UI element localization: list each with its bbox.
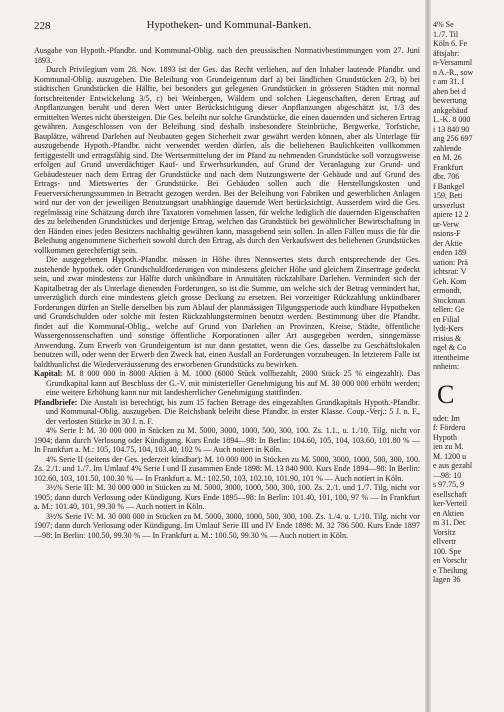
paragraph-text: Die ausgegebenen Hypoth.-Pfandbr. müssen in Höhe ihres Nennwertes stets durch entsprechende der Ges. zustehende hypothek. oder Grundschuldforderungen von mindestens gleicher Höhe und gleichem Zinsertrage gedeckt sein, und zwar mindestens zur Hälfte durch unkündbare in Annuitäten rückzahlbare Darlehen. Vermindert sich der Kapitalbetrag der als Unterlage dienenden Forderungen, so ist die Summe, um welche sich der Betrag vermindert hat, unverzüglich durch eine mindestens gleich grosse Deckung zu ersetzen. Bei vorzeitiger Rückzahlung unkündbarer Forderungen dürfen an Stelle derselben bis zum Ablauf der planmässigen Tilgungsperiode auch kündbare Hypotheken und Grundschulden oder solche mit festen Rückzahlungsterminen benutzt werden. Bestimmung über die Pfandbr. findet auf die Kommunal-Oblig., welche auf Grund von Darlehen an Provinzen, Kreise, Städte, öffentliche Wassergenossenschaften und sonstige öffentliche Korporationen aller Art ausgegeben werden, sinngemässe Anwendung. Zum Erwerb von Grundeigentum ist nur dann gestattet, wenn die Ges. dasselbe zu Geschäftslokalen benutzen will, oder wenn der Erwerb den Zweck hat, einen Ausfall an Forderungen vorzubeugen. In letzterem Falle ist baldthunlichst die Wiederveräusserung des erworbenen Grundstücks zu bewirken. (34, 255, 420, 369)
edge-text-fragment: nsions-F (433, 229, 461, 238)
edge-text-fragment: Frankfurt (433, 162, 464, 172)
edge-text-fragment: e aus gezahl (433, 461, 473, 470)
paragraph-text: 4% Serie II (seitens der Ges. jederzeit kündbar): M. 10 000 000 in Stücken zu M. 5000, 3000, 1000, 500, 300, 100. Zs. 2./1. und 1./7. Im Umlauf 4% Serie I und II zusammen Ende 1898: M. 13 840 900. Kurs Ende 1894—98: In Berlin: 102.60, 103, 101.50, 100.30 % — In Frankfurt a. M.: 102.50, 103, 102.10, 101.90, 101 % — Auch notiert in Köln. (34, 454, 420, 483)
paragraph (34, 255, 420, 369)
edge-text-fragment: äftsjahr: (433, 48, 460, 58)
main-text-column (34, 46, 420, 696)
edge-text-fragment: ermondt, (433, 286, 462, 295)
edge-text-fragment: M. 1200 u (433, 451, 467, 461)
edge-text-fragment: 159, Beti (433, 191, 463, 200)
edge-text-fragment: dbr. 706 (433, 172, 460, 181)
paragraph (34, 369, 420, 398)
edge-text-fragment: ang 256 697 (433, 134, 473, 143)
paragraph-text: 3½% Serie III: M. 30 000 000 in Stücken zu M. 5000, 3000, 1000, 500, 300, 100. Zs. 2./1. und 1./7. Tilg. nicht vor 1905; dann durch Verlosung oder Kündigung. Kurs Ende 1895—98: In Berlin: 101.40, 101, 100, 97 % — In Frankfurt a. M.: 101.40, 101, 99.30 % — Auch notiert in Köln. (34, 483, 420, 511)
edge-text-fragment: lagen 36 (433, 575, 461, 584)
edge-text-fragment: r am 31. I (433, 77, 465, 86)
edge-text-fragment: s 97.75, 9 (433, 480, 465, 489)
edge-text-fragment: ursverlust (433, 200, 465, 210)
edge-text-fragment: 100. Spe (433, 546, 461, 556)
edge-text-fragment: tellen: Ge (433, 305, 465, 314)
edge-text-fragment: ittentheime (433, 352, 469, 362)
edge-text-fragment: ngel & Co (433, 343, 467, 352)
edge-text-fragment: ndet: Im (433, 413, 460, 423)
edge-text-fragment: bewertung (433, 96, 467, 105)
edge-text-fragment: enden 189 (433, 248, 467, 257)
paragraph (34, 65, 420, 255)
edge-text-fragment: en M. 26 (433, 153, 462, 162)
paragraph-text: Durch Privilegium vom 28. Nov. 1893 ist der Ges. das Recht verliehen, auf den Inhaber lautende Pfandbr. und Kommunal-Oblig. auszugeben. Die Beleihung von Grundeigentum darf a) bei ländlichen Grundstücken 2/3, b) bei städtischen Grundstücken die Hälfte, bei besonders gut gelegenen Grundstücken in grösseren Städten mit normal fortschreitender Entwickelung 3/5, c) bei Weinbergen, Wäldern und solchen Liegenschaften, deren Ertrag auf Anpflanzungen beruht und deren Wert unter Berücksichtigung dieser Anpflanzungen abgeschätzt ist, 1/3 des ermittelten Wertes nicht übersteigen. Die Ges. beleiht nur solche Grundstücke, die einen dauernden und sicheren Ertrag gewähren. Ausgeschlossen von der Beleihung sind deshalb insbesondere Steinbrüche, Bergwerke, Torfstiche, Bauplätze, während Darlehen auf Neubauten gegen Sicherheit zwar gewährt werden können, aber als Unterlage für auszugebende Hypoth.-Pfandbr. nicht verwendet werden dürfen, als die beliehenen Baulichkeiten vollkommen fertiggestellt und ertragsfähig sind. Die Wertsermittelung der im Pfand zu nehmenden Grundstücke soll vorzugsweise erfolgen auf Grund unverdächtiger Kauf- und Erwerbsurkunden, auf Grund der Veranlagung zur Grund- und Gebäudesteuer nach dem Ertrag der Grundstücke und nach dem Nutzungswerte der Gebäude und auf Grund des Ertrags- und Mietswertes der Grundstücke. Bei Gebäuden sollen auch die Herstellungskosten und Feuerversicherungssummen in Betracht gezogen werden. Bei der Beleihung von Fabriken und gewerblichen Anlagen wird nur der von der jeweiligen Benutzungsart unabhängige dauernde Wert berücksichtigt. Ausserdem wird die Ges. regelmässig eine Schätzung durch ihre Taxatoren vornehmen lassen, für welche lediglich die dauernden Eigenschaften des zu beleihenden Grundstückes und derjenige Ertrag, welchen das Grundstück bei gewöhnlicher Bewirtschaftung in den Händen eines jeden Besitzers nachhaltig gewähren kann, massgebend sein sollen. In allen Fällen muss die für die Beleihung angenommene Sicherheit sowohl durch den Ertrag, als durch den Verkaufswert des beliehenen Grundstückes vollkommen gerechtfertigt sein. (34, 65, 420, 255)
paragraph (34, 46, 420, 65)
edge-text-fragment: ellvertr (433, 537, 457, 546)
edge-text-fragment: aben bei d (433, 86, 466, 96)
edge-text-fragment: nnheim: (433, 362, 460, 371)
paragraph (34, 483, 420, 512)
edge-text-fragment: ichtsrat: V (433, 267, 467, 276)
edge-text-fragment: —98: 10 (433, 470, 462, 480)
paragraph-text: 4% Serie I: M. 30 000 000 in Stücken zu M. 5000, 3000, 1000, 500, 300, 100. Zs. 1.1., u. 1./10. Tilg. nicht vor 1904; dann durch Verlosung oder Kündigung. Kurs Ende 1894—98: In Berlin: 104.60, 105, 104, 103.60, 101.80 % — In Frankfurt a. M.: 105, 104.75, 104, 103.40, 102 % — Auch notiert in Köln. (34, 426, 420, 454)
edge-text-fragment: n A.-R., sow (433, 67, 474, 77)
edge-text-fragment: uation: Prä (433, 257, 468, 267)
edge-text-fragment: ankgebäud (433, 105, 468, 115)
edge-text-fragment: e Theilung (433, 565, 468, 575)
page-header (34, 20, 424, 36)
running-title: Hypotheken- und Kommunal-Banken. (146, 20, 312, 31)
section-label: Pfandbriefe: (34, 397, 78, 407)
edge-text-fragment: rrisius & (433, 333, 462, 343)
book-gutter (425, 0, 431, 712)
edge-text-fragment: apiere 12 2 (433, 210, 469, 219)
edge-text-fragment: ien zu M. (433, 442, 464, 451)
edge-text-fragment: Geh. Kom (433, 276, 467, 286)
paragraph (34, 398, 420, 427)
edge-text-fragment: f: Förderu (433, 423, 466, 432)
edge-text-fragment: ker-Verteil (433, 499, 468, 508)
paragraph-text: M. 8 000 000 in 8000 Aktien à M. 1000 (6000 Stück vollbezahlt, 2000 Stück 25 % eingezahlt). Das Grundkapital kann auf Beschluss der G.-V. mit ministerieller Genehmigung bis auf M. 30 000 000 erhöht werden; eine weitere Erhöhung kann nur mit landesherrlicher Genehmigung stattfinden. (46, 369, 420, 397)
edge-text-fragment: zahlende (433, 143, 462, 153)
edge-text-fragment: en Aktien (433, 508, 464, 518)
edge-text-fragment: ur-Verw (433, 219, 460, 229)
edge-text-fragment: der Aktie (433, 238, 463, 248)
paragraph (34, 455, 420, 484)
paragraph-text: Die Anstalt ist berechtigt, bis zum 15 fachen Betrage des eingezahlten Grundkapitals Hypoth.-Pfandbr. und Kommunal-Oblig. auszugeben. Die Reichsbank beleiht diese Pfandbr. in erster Klasse. Coup.-Verj.: 5 J. n. F., der verlosten Stücke in 30 J. n. F. (46, 397, 420, 426)
edge-text-fragment: n-Versamml (433, 58, 473, 67)
edge-text-fragment: f Bankgel (433, 181, 465, 191)
edge-text-fragment: C (437, 379, 455, 409)
edge-text-fragment: L.-K. 8 000 (433, 115, 471, 124)
section-label: Kapital: (34, 369, 63, 378)
edge-text-fragment: lydt-Kers (433, 324, 464, 333)
edge-text-fragment: Köln 6. Fe (433, 39, 467, 48)
adjacent-page-edge (433, 20, 504, 710)
paragraph-text: Ausgabe von Hypoth.-Pfandbr. und Kommunal-Oblig. nach den preussischen Normativbestimmungen vom 27. Juni 1893. (34, 46, 420, 65)
paragraph-text: 3½% Serie IV: M. 30 000 000 in Stücken zu M. 5000, 3000, 1000, 500, 300, 100. Zs. 1./4. u. 1./10. Tilg. nicht vor 1907; dann durch Verlosung oder Kündigung. Im Umlauf Serie III und IV Ende 1898: M. 32 786 500. Kurs Ende 1897—98: In Berlin: 100.50, 99.30 % — In Frankfurt a. M.: 100.50, 99.30 % — Auch notiert in Köln. (34, 511, 420, 540)
edge-text-fragment: i 13 840 90 (433, 124, 470, 134)
edge-text-fragment: esellschaft (433, 489, 467, 499)
edge-text-fragment: Hypoth (433, 432, 457, 442)
edge-text-fragment: Stockman (433, 295, 465, 305)
edge-text-fragment: en Vorschr (433, 556, 468, 565)
edge-text-fragment: Vorsitz (433, 527, 456, 537)
edge-text-fragment: en Filial (433, 314, 460, 324)
edge-text-fragment: 4% Se (433, 20, 454, 29)
page-number: 228 (34, 20, 51, 32)
paragraph (34, 512, 420, 541)
paragraph (34, 426, 420, 455)
edge-text-fragment: 1./7. Til (433, 29, 459, 39)
edge-text-fragment: m 31. Dec (433, 518, 467, 527)
